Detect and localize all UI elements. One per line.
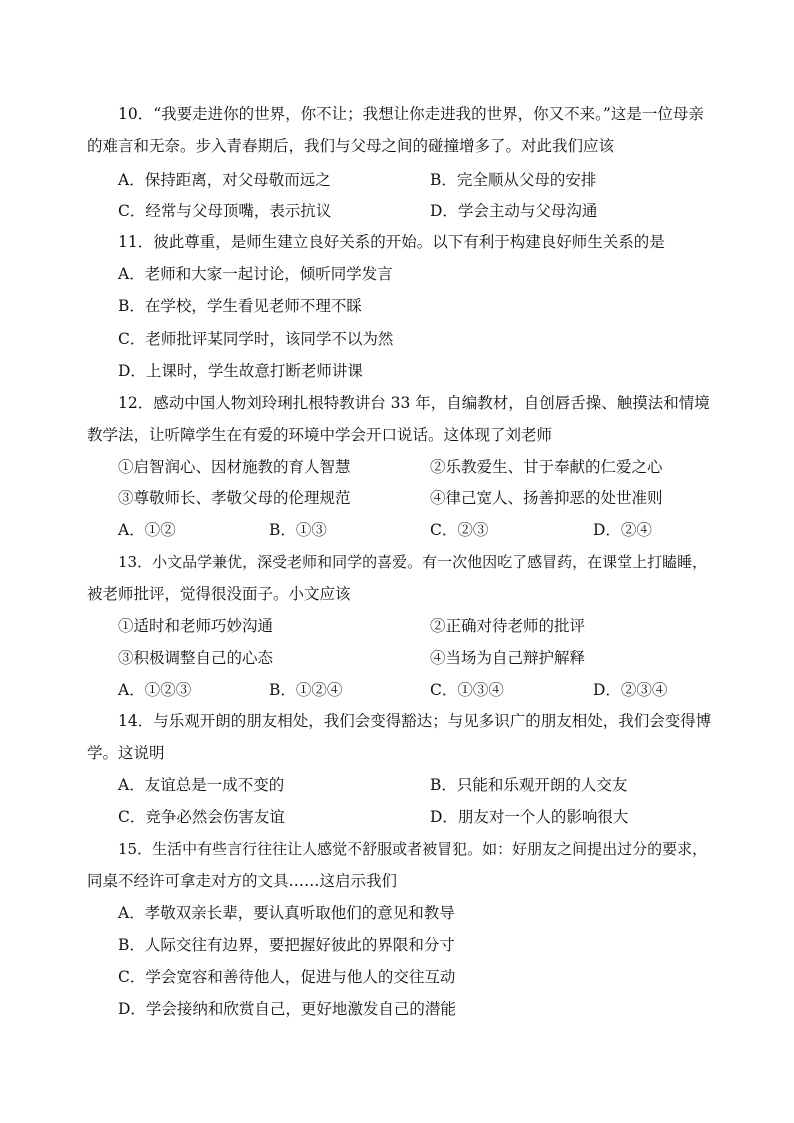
q10-option-c[interactable]: C．经常与父母顶嘴，表示抗议	[118, 202, 332, 220]
q13-option-b[interactable]: B．①②④	[269, 681, 343, 699]
q11-option-b[interactable]: B．在学校，学生看见老师不理不睬	[118, 297, 362, 315]
q10-option-b[interactable]: B．完全顺从父母的安排	[430, 171, 597, 189]
q11-stem-line-1: 11．彼此尊重，是师生建立良好关系的开始。以下有利于构建良好师生关系的是	[118, 233, 665, 251]
q15-stem-line-1: 15．生活中有些言行往往让人感觉不舒服或者被冒犯。如：好朋友之间提出过分的要求，	[118, 840, 708, 858]
q14-option-c[interactable]: C．竞争必然会伤害友谊	[118, 808, 285, 826]
q12-option-b[interactable]: B．①③	[269, 521, 327, 539]
q12-option-d[interactable]: D．②④	[593, 521, 652, 539]
q12-item-4: ④律己宽人、扬善抑恶的处世准则	[430, 489, 663, 507]
q12-option-c[interactable]: C．②③	[430, 521, 489, 539]
q13-item-4: ④当场为自己辩护解释	[430, 649, 586, 667]
q15-option-d[interactable]: D．学会接纳和欣赏自己，更好地激发自己的潜能	[118, 1000, 456, 1018]
q14-option-a[interactable]: A．友谊总是一成不变的	[118, 776, 285, 794]
q13-item-1: ①适时和老师巧妙沟通	[118, 617, 274, 635]
q14-option-b[interactable]: B．只能和乐观开朗的人交友	[430, 776, 628, 794]
q12-stem-line-2: 教学法，让听障学生在有爱的环境中学会开口说话。这体现了刘老师	[87, 426, 553, 444]
q15-option-c[interactable]: C．学会宽容和善待他人，促进与他人的交往互动	[118, 968, 456, 986]
q11-option-d[interactable]: D．上课时，学生故意打断老师讲课	[118, 362, 363, 380]
q13-item-3: ③积极调整自己的心态	[118, 649, 274, 667]
q13-item-2: ②正确对待老师的批评	[430, 617, 586, 635]
q15-stem-line-2: 同桌不经许可拿走对方的文具……这启示我们	[87, 872, 398, 890]
q14-stem-line-2: 学。这说明	[87, 744, 165, 762]
q10-option-a[interactable]: A．保持距离，对父母敬而远之	[118, 171, 331, 189]
q12-item-2: ②乐教爱生、甘于奉献的仁爱之心	[430, 458, 663, 476]
q11-option-a[interactable]: A．老师和大家一起讨论，倾听同学发言	[118, 265, 393, 283]
q13-option-a[interactable]: A．①②③	[118, 681, 192, 699]
q10-stem-line-2: 的难言和无奈。步入青春期后，我们与父母之间的碰撞增多了。对此我们应该	[87, 137, 615, 155]
q10-option-d[interactable]: D．学会主动与父母沟通	[430, 202, 598, 220]
q13-option-c[interactable]: C．①③④	[430, 681, 504, 699]
q14-stem-line-1: 14．与乐观开朗的朋友相处，我们会变得豁达；与见多识广的朋友相处，我们会变得博	[118, 712, 712, 730]
q13-option-d[interactable]: D．②③④	[593, 681, 668, 699]
q10-stem-line-1: 10．“我要走进你的世界，你不让；我想让你走进我的世界，你又不来。”这是一位母亲	[118, 105, 704, 123]
q15-option-b[interactable]: B．人际交往有边界，要把握好彼此的界限和分寸	[118, 936, 455, 954]
q12-stem-line-1: 12．感动中国人物刘玲琍扎根特教讲台 33 年，自编教材，自创唇舌操、触摸法和情境	[118, 394, 710, 412]
q13-stem-line-2: 被老师批评，觉得很没面子。小文应该	[87, 585, 351, 603]
q11-option-c[interactable]: C．老师批评某同学时，该同学不以为然	[118, 330, 394, 348]
q13-stem-line-1: 13．小文品学兼优，深受老师和同学的喜爱。有一次他因吃了感冒药，在课堂上打瞌睡，	[118, 553, 708, 571]
q12-option-a[interactable]: A．①②	[118, 521, 176, 539]
q14-option-d[interactable]: D．朋友对一个人的影响很大	[430, 808, 629, 826]
q15-option-a[interactable]: A．孝敬双亲长辈，要认真听取他们的意见和教导	[118, 904, 455, 922]
q12-item-3: ③尊敬师长、孝敬父母的伦理规范	[118, 489, 351, 507]
q12-item-1: ①启智润心、因材施教的育人智慧	[118, 458, 351, 476]
